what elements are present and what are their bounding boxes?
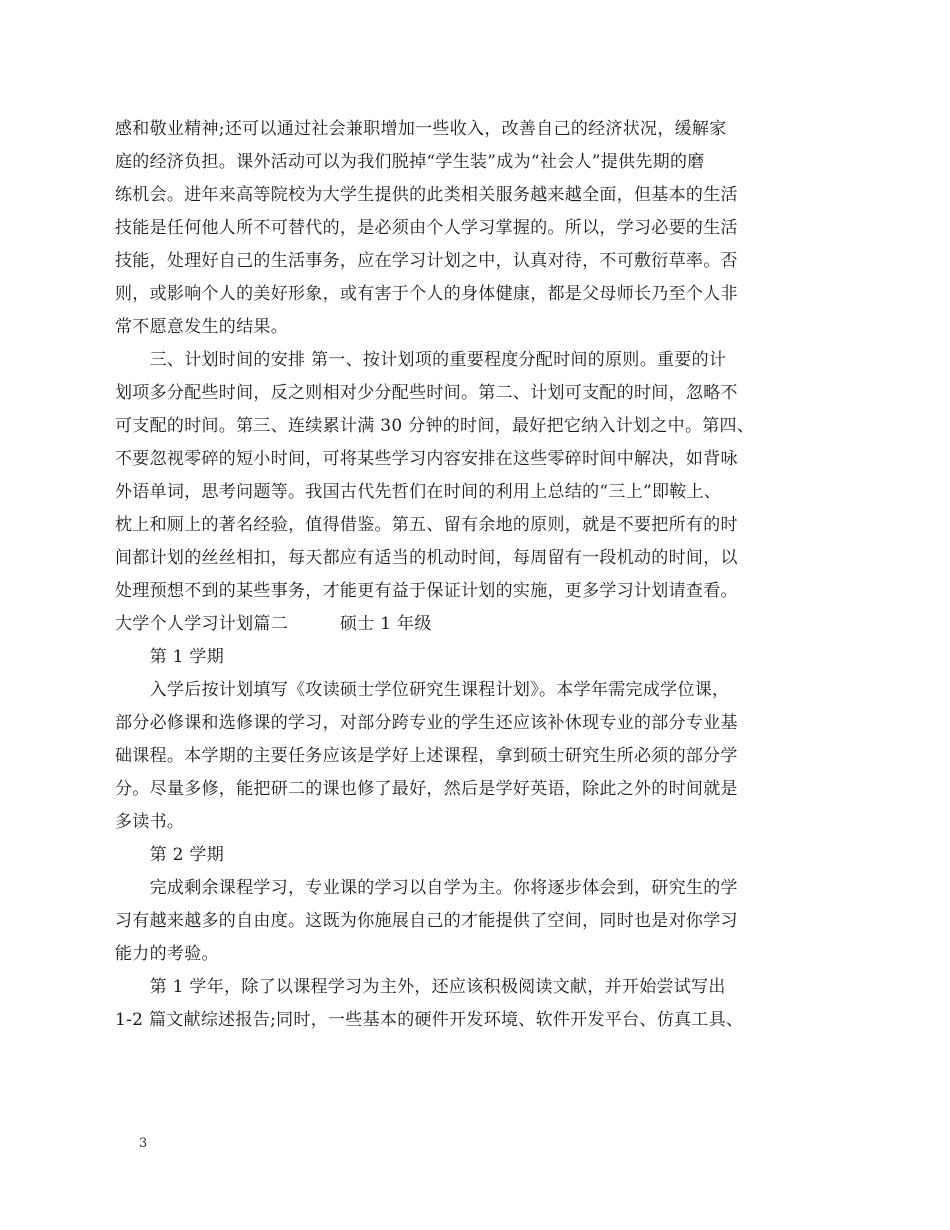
text-line: 第 1 学年，除了以课程学习为主外，还应该积极阅读文献，并开始尝试写出 — [115, 977, 726, 997]
page-number: 3 — [139, 1136, 148, 1151]
text-line: 不要忽视零碎的短小时间，可将某些学习内容安排在这些零碎时间中解决，如背咏 — [115, 449, 738, 469]
text-line: 能力的考验。 — [115, 944, 219, 964]
text-line: 础课程。本学期的主要任务应该是学好上述课程，拿到硕士研究生所必须的部分学 — [115, 746, 738, 766]
text-line: 1-2 篇文献综述报告;同时，一些基本的硬件开发环境、软件开发平台、仿真工具、 — [115, 1010, 744, 1030]
text-line: 多读书。 — [115, 812, 185, 832]
text-line: 完成剩余课程学习，专业课的学习以自学为主。你将逐步体会到，研究生的学 — [115, 878, 738, 898]
text-line: 划项多分配些时间，反之则相对少分配些时间。第二、计划可支配的时间，忽略不 — [115, 383, 738, 403]
subheading: 第 2 学期 — [115, 845, 225, 865]
text-line: 庭的经济负担。课外活动可以为我们脱掉“学生装”成为“社会人”提供先期的磨 — [115, 152, 705, 172]
text-line: 间都计划的丝丝相扣，每天都应有适当的机动时间，每周留有一段机动的时间，以 — [115, 548, 738, 568]
text-line: 三、计划时间的安排 第一、按计划项的重要程度分配时间的原则。重要的计 — [115, 350, 727, 370]
text-line: 技能，处理好自己的生活事务，应在学习计划之中，认真对待，不可敷衍草率。否 — [115, 251, 738, 271]
text-line: 技能是任何他人所不可替代的，是必须由个人学习掌握的。所以，学习必要的生活 — [115, 218, 738, 238]
text-line: 外语单词，思考问题等。我国古代先哲们在时间的利用上总结的“三上”即鞍上、 — [115, 482, 722, 502]
subheading: 第 1 学期 — [115, 647, 225, 667]
text-line: 处理预想不到的某些事务，才能更有益于保证计划的实施，更多学习计划请查看。 — [115, 581, 738, 601]
text-line: 则，或影响个人的美好形象，或有害于个人的身体健康，都是父母师长乃至个人非 — [115, 284, 738, 304]
text-line: 常不愿意发生的结果。 — [115, 317, 288, 337]
text-line: 感和敬业精神;还可以通过社会兼职增加一些收入，改善自己的经济状况，缓解家 — [115, 119, 727, 139]
text-line: 可支配的时间。第三、连续累计满 30 分钟的时间，最好把它纳入计划之中。第四、 — [115, 416, 755, 436]
text-line: 入学后按计划填写《攻读硕士学位研究生课程计划》。本学年需完成学位课， — [115, 680, 730, 700]
text-line: 部分必修课和选修课的学习，对部分跨专业的学生还应该补休现专业的部分专业基 — [115, 713, 738, 733]
text-line: 分。尽量多修，能把研二的课也修了最好，然后是学好英语，除此之外的时间就是 — [115, 779, 738, 799]
text-line: 枕上和厕上的著名经验，值得借鉴。第五、留有余地的原则，就是不要把所有的时 — [115, 515, 738, 535]
section-heading: 大学个人学习计划篇二 硕士 1 年级 — [115, 614, 432, 634]
text-line: 练机会。进年来高等院校为大学生提供的此类相关服务越来越全面，但基本的生活 — [115, 185, 738, 205]
text-line: 习有越来越多的自由度。这既为你施展自己的才能提供了空间，同时也是对你学习 — [115, 911, 738, 931]
